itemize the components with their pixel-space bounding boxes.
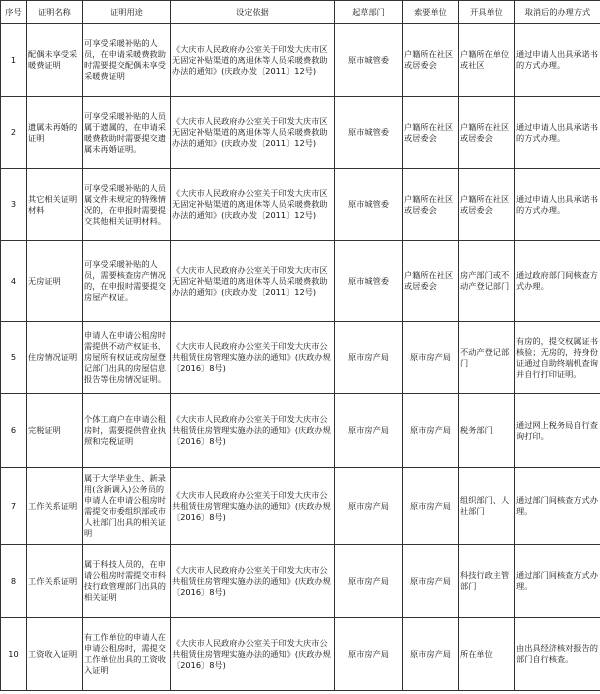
- cell-after: 由出具经济核对报告的部门自行核查。: [515, 618, 600, 691]
- cell-requester: 户籍所在社区或居委会: [403, 97, 459, 169]
- header-basis: 设定依据: [171, 1, 335, 24]
- cell-basis: 《大庆市人民政府办公室关于印发大庆市区无固定补贴渠道的离退休等人员采暖费救助办法的通知》(庆政办发〔2011〕12号): [171, 169, 335, 241]
- cell-no: 3: [1, 169, 27, 241]
- cell-name: 配偶未享受采暖费证明: [27, 24, 83, 97]
- cell-after: 通过网上税务局自行查询打印。: [515, 394, 600, 468]
- cell-basis: 《大庆市人民政府办公室关于印发大庆市公共租赁住房管理实施办法的通知》(庆政办规〔2016〕8号): [171, 618, 335, 691]
- cell-purpose: 可享受采暖补贴的人员，需要核查房产情况的，在申报时需要提交房屋产权证。: [83, 241, 171, 322]
- cell-basis: 《大庆市人民政府办公室关于印发大庆市公共租赁住房管理实施办法的通知》(庆政办规〔2016〕8号): [171, 545, 335, 618]
- cell-purpose: 个体工商户在申请公租房时，需要提供营业执照和完税证明: [83, 394, 171, 468]
- cell-purpose: 有工作单位的申请人在申请公租房时，需提交工作单位出具的工资收入证明: [83, 618, 171, 691]
- table-row: [1, 322, 600, 394]
- header-drafter: 起草部门: [335, 1, 403, 24]
- cell-requester: 原市房产局: [403, 322, 459, 394]
- cell-no: 6: [1, 394, 27, 468]
- cell-basis: 《大庆市人民政府办公室关于印发大庆市公共租赁住房管理实施办法的通知》(庆政办规〔2016〕8号): [171, 468, 335, 545]
- cell-no: 8: [1, 545, 27, 618]
- cell-issuer: 组织部门、人社部门: [459, 468, 515, 545]
- cell-issuer: 房产部门或不动产登记部门: [459, 241, 515, 322]
- cell-drafter: 原市房产局: [335, 394, 403, 468]
- cell-after: 通过申请人出具承诺书的方式办理。: [515, 24, 600, 97]
- cell-requester: 户籍所在社区或居委会: [403, 169, 459, 241]
- cell-name: 无房证明: [27, 241, 83, 322]
- cell-drafter: 原市城管委: [335, 169, 403, 241]
- cell-issuer: 不动产登记部门: [459, 322, 515, 394]
- cell-purpose: 可享受采暖补贴的人员，在申请采暖费救助时需要提交配偶未享受采暖费证明: [83, 24, 171, 97]
- cell-basis: 《大庆市人民政府办公室关于印发大庆市公共租赁住房管理实施办法的通知》(庆政办规〔2016〕8号): [171, 322, 335, 394]
- cell-name: 工作关系证明: [27, 468, 83, 545]
- cell-no: 2: [1, 97, 27, 169]
- cell-drafter: 原市城管委: [335, 97, 403, 169]
- cell-after: 有房的，提交权属证书核验；无房的，持身份证通过自助终端机查询并自行打印证明。: [515, 322, 600, 394]
- header-purpose: 证明用途: [83, 1, 171, 24]
- cell-name: 遗属未再婚的证明: [27, 97, 83, 169]
- cell-drafter: 原市房产局: [335, 545, 403, 618]
- cell-no: 4: [1, 241, 27, 322]
- cell-requester: 户籍所在社区或居委会: [403, 241, 459, 322]
- cell-issuer: 户籍所在单位或社区: [459, 24, 515, 97]
- cell-drafter: 原市城管委: [335, 241, 403, 322]
- cell-basis: 《大庆市人民政府办公室关于印发大庆市区无固定补贴渠道的离退休等人员采暖费救助办法的通知》(庆政办发〔2011〕12号): [171, 24, 335, 97]
- cell-issuer: 户籍所在社区或居委会: [459, 97, 515, 169]
- cell-drafter: 原市房产局: [335, 322, 403, 394]
- cell-purpose: 属于大学毕业生、新录用(含新调入)公务员的申请人在申请公租房时需提交市委组织部或市人社部门出具的相关证明: [83, 468, 171, 545]
- cell-basis: 《大庆市人民政府办公室关于印发大庆市区无固定补贴渠道的离退休等人员采暖费救助办法的通知》(庆政办发〔2011〕12号): [171, 97, 335, 169]
- cell-purpose: 可享受采暖补贴的人员属文件未规定的特殊情况的，在申报时需要提交其他相关证明材料。: [83, 169, 171, 241]
- cell-after: 通过申请人出具承诺书的方式办理。: [515, 97, 600, 169]
- cell-no: 7: [1, 468, 27, 545]
- cell-no: 5: [1, 322, 27, 394]
- cell-drafter: 原市城管委: [335, 24, 403, 97]
- cell-after: 通过政府部门间核查方式办理。: [515, 241, 600, 322]
- cell-issuer: 户籍所在社区或居委会: [459, 169, 515, 241]
- cell-name: 完税证明: [27, 394, 83, 468]
- cell-no: 1: [1, 24, 27, 97]
- cell-name: 其它相关证明材料: [27, 169, 83, 241]
- cell-requester: 原市房产局: [403, 394, 459, 468]
- cell-requester: 原市房产局: [403, 618, 459, 691]
- cell-purpose: 申请人在申请公租房时需提供不动产权证书、房屋所有权证或房屋登记部门出具的房屋信息报告等住房情况证明。: [83, 322, 171, 394]
- cell-requester: 原市房产局: [403, 545, 459, 618]
- table-row: [1, 241, 600, 322]
- table-row: [1, 618, 600, 691]
- cell-basis: 《大庆市人民政府办公室关于印发大庆市区无固定补贴渠道的离退休等人员采暖费救助办法的通知》(庆政办发〔2011〕12号): [171, 241, 335, 322]
- cell-issuer: 所在单位: [459, 618, 515, 691]
- header-name: 证明名称: [27, 1, 83, 24]
- table-row: [1, 468, 600, 545]
- table-row: [1, 24, 600, 97]
- header-row: [1, 1, 600, 24]
- cell-after: 通过部门间核查方式办理。: [515, 545, 600, 618]
- cell-drafter: 原市房产局: [335, 618, 403, 691]
- cell-purpose: 属于科技人员的，在申请公租房时需提交市科技行政管理部门出具的相关证明: [83, 545, 171, 618]
- cell-requester: 原市房产局: [403, 468, 459, 545]
- cell-no: 10: [1, 618, 27, 691]
- table-row: [1, 545, 600, 618]
- cell-requester: 户籍所在社区或居委会: [403, 24, 459, 97]
- cell-name: 工作关系证明: [27, 545, 83, 618]
- header-no: 序号: [1, 1, 27, 24]
- table-row: [1, 97, 600, 169]
- cell-basis: 《大庆市人民政府办公室关于印发大庆市公共租赁住房管理实施办法的通知》(庆政办规〔2016〕8号): [171, 394, 335, 468]
- cell-name: 工资收入证明: [27, 618, 83, 691]
- cell-purpose: 可享受采暖补贴的人员属于遗属的，在申请采暖费救助时需要提交遗属未再婚证明。: [83, 97, 171, 169]
- cell-issuer: 科技行政主管部门: [459, 545, 515, 618]
- header-after: 取消后的办理方式: [515, 1, 600, 24]
- cell-name: 住房情况证明: [27, 322, 83, 394]
- table-row: [1, 394, 600, 468]
- cell-drafter: 原市房产局: [335, 468, 403, 545]
- header-issuer: 开具单位: [459, 1, 515, 24]
- cell-after: 通过部门间核查方式办理。: [515, 468, 600, 545]
- header-requester: 索要单位: [403, 1, 459, 24]
- cell-issuer: 税务部门: [459, 394, 515, 468]
- table-row: [1, 169, 600, 241]
- cell-after: 通过申请人出具承诺书的方式办理。: [515, 169, 600, 241]
